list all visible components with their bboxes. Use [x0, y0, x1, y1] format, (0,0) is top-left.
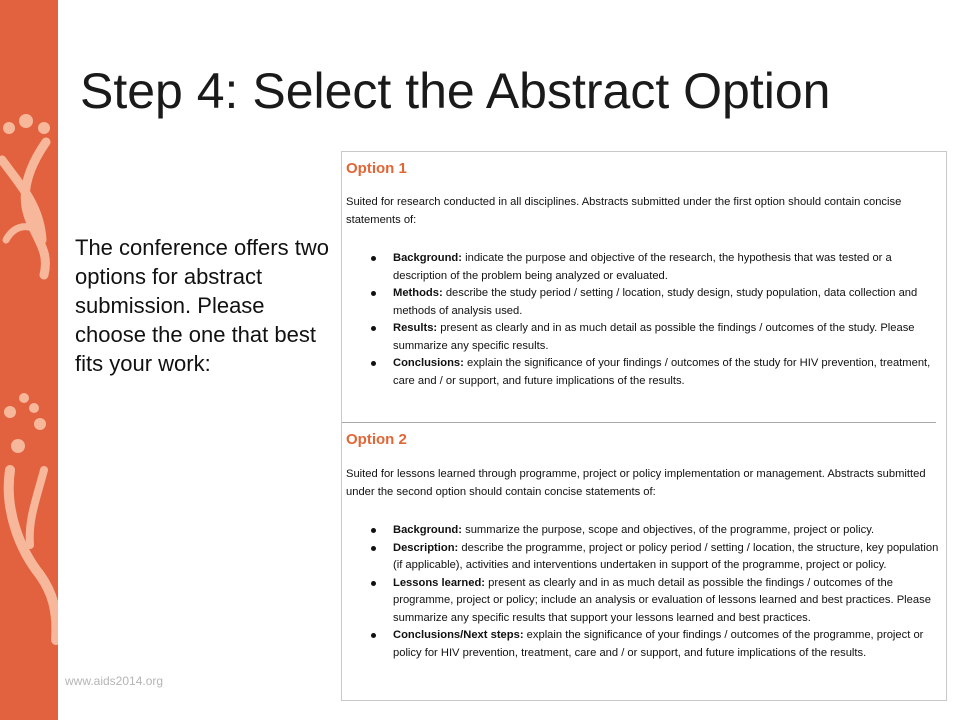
- option-1-title: Option 1: [346, 160, 407, 177]
- item-text: explain the significance of your findings / outcomes of the programme, project or policy for HIV prevention, treatment, care and / or support, and future implications of the results.: [393, 629, 924, 659]
- option-1-intro: Suited for research conducted in all disciplines. Abstracts submitted under the first option should contain concise statements of:: [346, 196, 902, 226]
- decorative-side-band: [0, 0, 58, 720]
- item-text: present as clearly and in as much detail as possible the findings / outcomes of the study. Please summarize any specific results.: [393, 322, 915, 352]
- item-term: Background:: [393, 524, 462, 536]
- item-text: describe the programme, project or policy period / setting / location, the structure, key population (if applicable), activities and interventions undertaken in support of the programme, project or policy.: [393, 541, 939, 571]
- item-text: explain the significance of your findings / outcomes of the study for HIV prevention, treatment, care and / or support, and future implications of the results.: [393, 357, 931, 387]
- option-1-item: [352, 355, 940, 390]
- footer-url: www.aids2014.org: [65, 674, 164, 688]
- item-text: summarize the purpose, scope and objectives, of the programme, project or policy.: [462, 524, 875, 536]
- option-2-item: [352, 575, 940, 628]
- item-text: indicate the purpose and objective of the research, the hypothesis that was tested or a description of the problem being analyzed or evaluated.: [393, 252, 892, 282]
- item-term: Lessons learned:: [393, 576, 486, 589]
- abstract-options-document: [341, 151, 947, 701]
- option-2-item: [352, 627, 940, 662]
- item-text: present as clearly and in as much detail as possible the findings / outcomes of the programme, project or policy; include an analysis or evaluation of lessons learned and best practices. Please summarize any specific results that support your lessons learned and best practices.: [393, 576, 931, 624]
- item-term: Description:: [393, 541, 459, 554]
- option-2-item: [352, 522, 940, 540]
- intro-paragraph: The conference offers two options for abstract submission. Please choose the one that best fits your work:: [75, 235, 329, 376]
- option-1-item: [352, 285, 940, 320]
- slide-title: Step 4: Select the Abstract Option: [80, 63, 831, 119]
- option-2-item: [352, 540, 940, 575]
- option-1-item: [352, 320, 940, 355]
- option-2-list: [352, 522, 940, 662]
- item-term: Results:: [393, 322, 438, 334]
- item-text: describe the study period / setting / location, study design, study population, data collection and methods of analysis used.: [393, 287, 918, 317]
- option-2-intro: Suited for lessons learned through programme, project or policy implementation or management. Abstracts submitted under the second option should contain concise statements of:: [346, 468, 926, 498]
- item-term: Background:: [393, 252, 462, 264]
- section-divider: [342, 422, 936, 423]
- item-term: Conclusions:: [393, 357, 464, 369]
- option-2-title: Option 2: [346, 431, 407, 448]
- item-term: Methods:: [393, 287, 443, 299]
- decorative-figures-graphic: [0, 0, 58, 720]
- option-1-list: [352, 250, 940, 390]
- item-term: Conclusions/Next steps:: [393, 629, 524, 641]
- option-1-item: [352, 250, 940, 285]
